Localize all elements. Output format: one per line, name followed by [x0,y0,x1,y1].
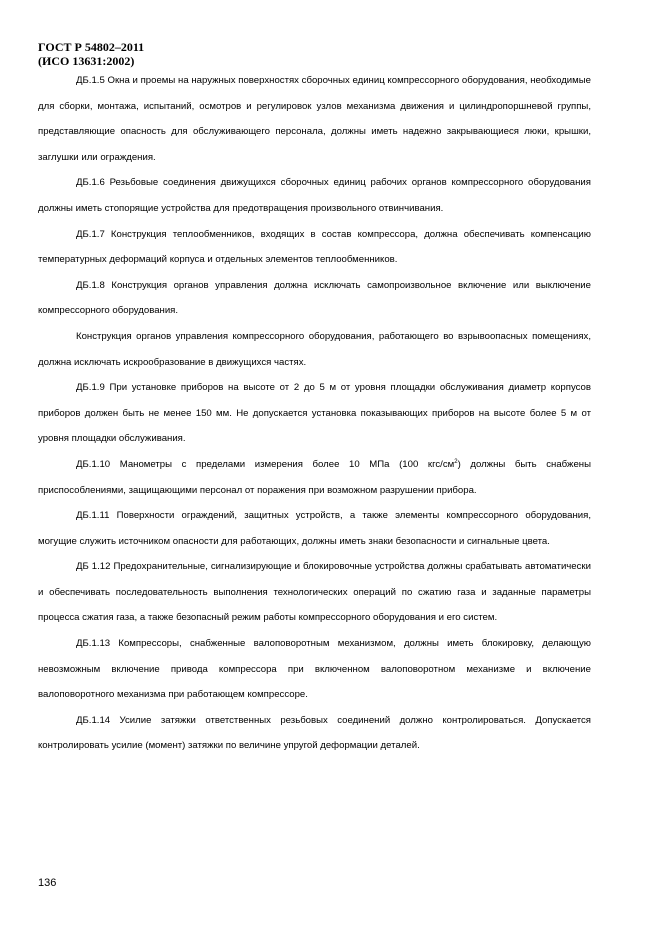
document-body [38,68,591,759]
paragraph-db-1-10 [38,452,591,503]
paragraph-db-1-13: ДБ.1.13 Компрессоры, снабженные валоповоротным механизмом, должны иметь блокировку, делающую невозможным включение привода компрессора при включенном валоповоротном механизме и включение валоповоротного механизма при работающем компрессоре. [38,638,591,701]
paragraph-db-1-6: ДБ.1.6 Резьбовые соединения движущихся сборочных единиц рабочих органов компрессорного оборудования должны иметь стопорящие устройства для предотвращения произвольного отвинчивания. [38,177,591,214]
paragraph-db-1-11: ДБ.1.11 Поверхности ограждений, защитных устройств, а также элементы компрессорного оборудования, могущие служить источником опасности для работающих, должны иметь знаки безопасности и сигнальные цвета. [38,510,591,547]
standard-number: ГОСТ Р 54802–2011 [38,40,145,54]
paragraph-db-1-10-text-after: ) должны быть снабжены приспособлениями, защищающими персонал от поражения при возможном разрушении прибора. [38,458,591,496]
paragraph-db-1-5: ДБ.1.5 Окна и проемы на наружных поверхностях сборочных единиц компрессорного оборудования, необходимые для сборки, монтажа, испытаний, осмотров и регулировок узлов механизма движения и цилиндропоршневой группы, представляющие опасность для обслуживающего персонала, должны иметь надежно закрывающиеся люки, крышки, заглушки или ограждения. [38,75,591,163]
paragraph-db-1-12: ДБ 1.12 Предохранительные, сигнализирующие и блокировочные устройства должны срабатывать автоматически и обеспечивать последовательность выполнения технологических операций по сжатию газа и заданные параметры процесса сжатия газа, а также безопасный режим работы компрессорного оборудования и его систем. [38,561,591,624]
paragraph-db-1-8: ДБ.1.8 Конструкция органов управления должна исключать самопроизвольное включение или выключение компрессорного оборудования. [38,279,591,317]
paragraph-db-1-7: ДБ.1.7 Конструкция теплообменников, входящих в состав компрессора, должна обеспечивать компенсацию температурных деформаций корпуса и отдельных элементов теплообменников. [38,228,591,266]
page-number: 136 [38,877,57,889]
superscript-2: 2 [454,458,458,465]
iso-reference: (ИСО 13631:2002) [38,54,135,68]
paragraph-db-1-8-continued: Конструкция органов управления компрессорного оборудования, работающего во взрывоопасных помещениях, должна исключать искрообразование в движущихся частях. [38,330,591,368]
paragraph-db-1-14: ДБ.1.14 Усилие затяжки ответственных резьбовых соединений должно контролироваться. Допускается контролировать усилие (момент) затяжки по величине упругой деформации деталей. [38,714,591,752]
paragraph-db-1-10-text-before: ДБ.1.10 Манометры с пределами измерения более 10 МПа (100 кгс/см [76,458,455,470]
paragraph-db-1-9: ДБ.1.9 При установке приборов на высоте от 2 до 5 м от уровня площадки обслуживания диаметр корпусов приборов должен быть не менее 150 мм. Не допускается установка показывающих приборов на высоте более 5 м от уровня площадки обслуживания. [38,382,591,445]
